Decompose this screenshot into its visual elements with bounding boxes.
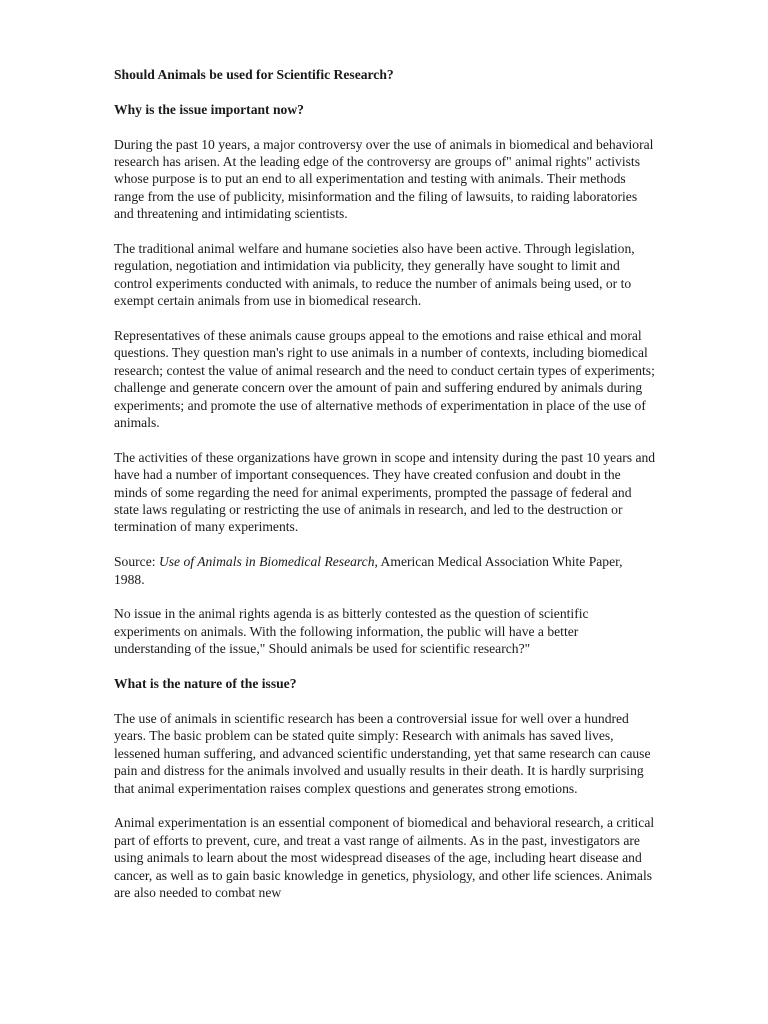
source-prefix: Source: — [114, 554, 159, 570]
source-work-title: Use of Animals in Biomedical Research — [158, 554, 375, 570]
paragraph: The use of animals in scientific research has been a controversial issue for well over a hundred years. The basic problem can be stated quite simply: Research with animals has saved lives, lessened human suffering, and advanced scientific understanding, yet that same research can cause pain and distress for the animals involved and usually results in their death. It is hardly surprising that animal experimentation raises complex questions and generates strong emotions. — [114, 710, 651, 796]
section-heading-importance: Why is the issue important now? — [114, 101, 304, 117]
closing-paragraph: No issue in the animal rights agenda is as bitterly contested as the question of scientific experiments on animals. With the following information, the public will have a better understanding of the issue," Should animals be used for scientific research?" — [114, 606, 589, 657]
section-heading-nature: What is the nature of the issue? — [114, 676, 297, 692]
paragraph: During the past 10 years, a major controversy over the use of animals in biomedical and behavioral research has arisen. At the leading edge of the controversy are groups of" animal rights" activists whose purpose is to put an end to all experimentation and testing with animals. Their methods range from the use of publicity, misinformation and the filing of lawsuits, to raiding laboratories and threatening and intimidating scientists. — [114, 136, 654, 222]
document-page — [114, 66, 656, 919]
document-title: Should Animals be used for Scientific Research? — [114, 67, 394, 82]
source-suffix: , American Medical Association White Paper, 1988. — [114, 554, 623, 587]
paragraph: Representatives of these animals cause groups appeal to the emotions and raise ethical and moral questions. They question man's right to use animals in a number of contexts, including biomedical research; contest the value of animal research and the need to conduct certain types of experiments; challenge and generate concern over the amount of pain and suffering endured by animals during experiments; and promote the use of alternative methods of experimentation in place of the use of animals. — [114, 328, 655, 431]
source-citation — [114, 553, 656, 588]
paragraph: Animal experimentation is an essential component of biomedical and behavioral research, a critical part of efforts to prevent, cure, and treat a vast range of ailments. As in the past, investigators are using animals to learn about the most widespread diseases of the age, including heart disease and cancer, as well as to gain basic knowledge in genetics, physiology, and other life sciences. Animals are also needed to combat new — [114, 815, 655, 900]
paragraph: The activities of these organizations have grown in scope and intensity during the past 10 years and have had a number of important consequences. They have created confusion and doubt in the minds of some regarding the need for animal experiments, prompted the passage of federal and state laws regulating or restricting the use of animals in research, and led to the destruction or termination of many experiments. — [114, 449, 656, 535]
paragraph: The traditional animal welfare and humane societies also have been active. Through legislation, regulation, negotiation and intimidation via publicity, they generally have sought to limit and control experiments conducted with animals, to reduce the number of animals being used, or to exempt certain animals from use in biomedical research. — [114, 241, 635, 309]
